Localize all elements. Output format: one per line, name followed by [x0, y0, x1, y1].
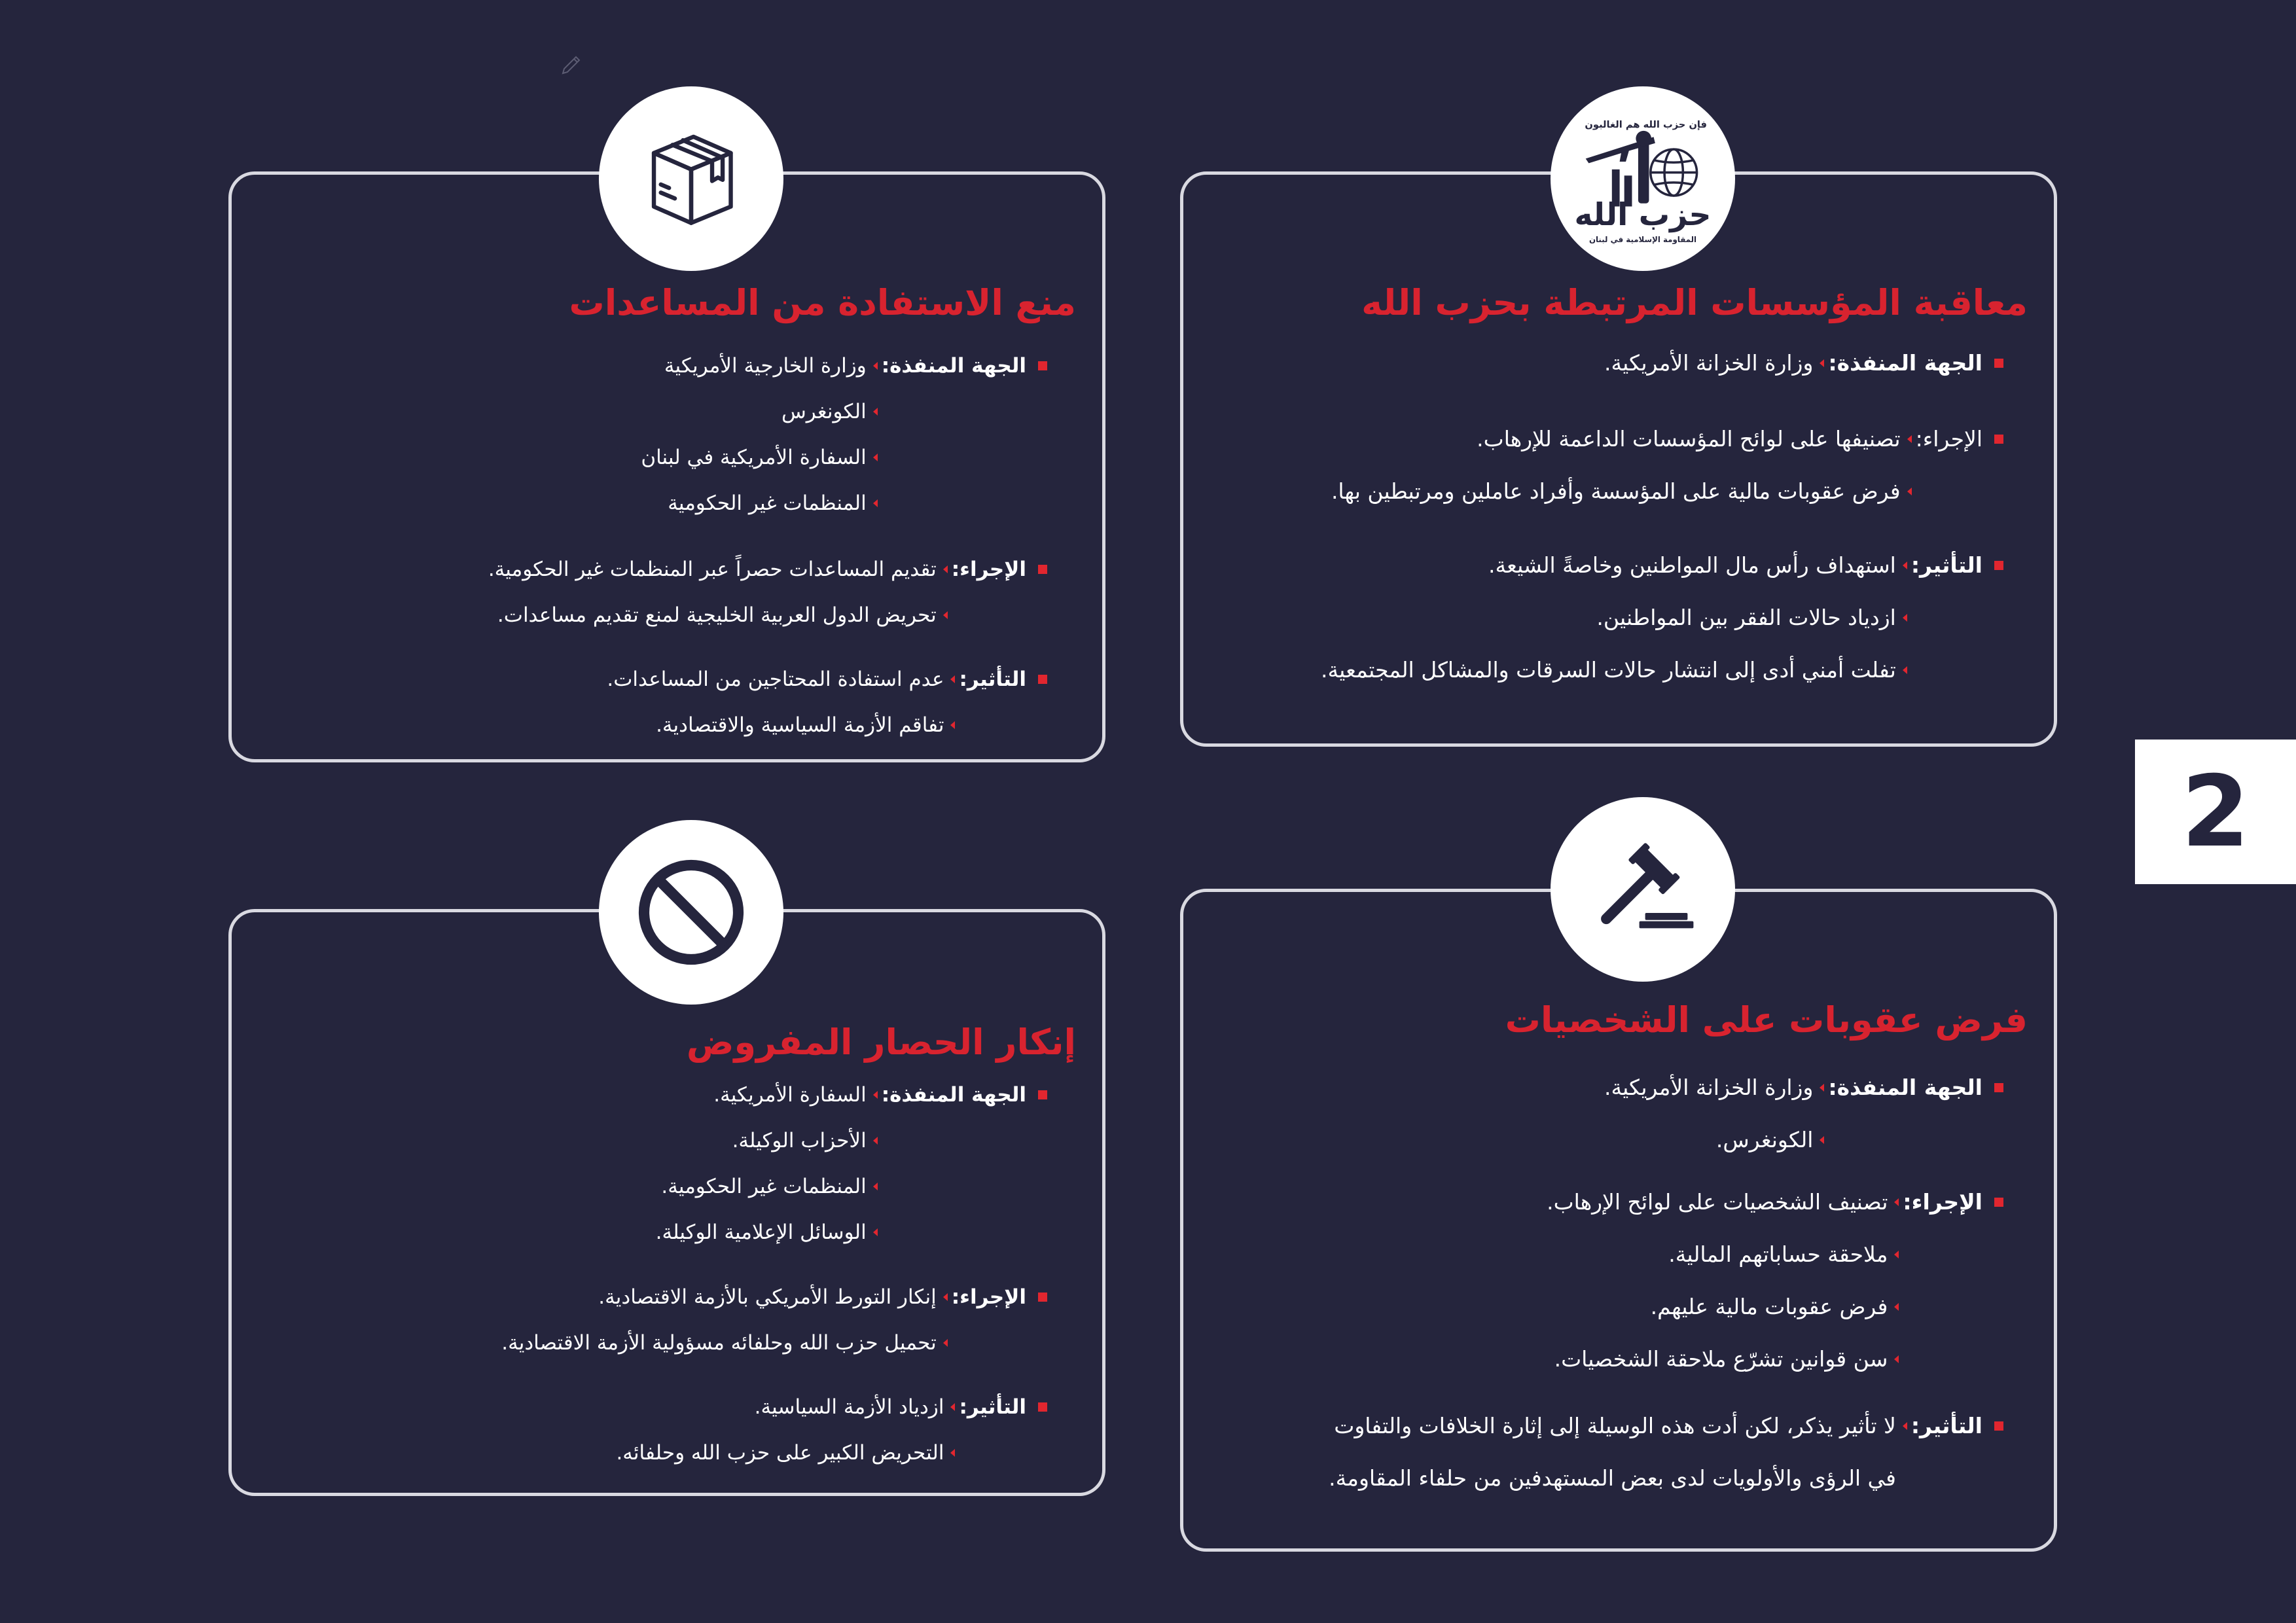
group-items: [1329, 1400, 1911, 1505]
item-text: تحريض الدول العربية الخليجية لمنع تقديم مساعدات.: [497, 603, 937, 627]
group-executor: [641, 343, 1047, 526]
arrow-bullet-icon: [1894, 1355, 1899, 1363]
group-items: [1604, 337, 1828, 389]
item-text: الكونغرس: [781, 400, 867, 423]
arrow-bullet-icon: [943, 1293, 948, 1301]
group-items: [1331, 413, 1916, 518]
arrow-bullet-icon: [873, 1137, 878, 1145]
square-bullet-icon: [1994, 561, 2003, 570]
arrow-bullet-icon: [950, 721, 955, 729]
card-title: منع الاستفادة من المساعدات: [569, 282, 1076, 323]
list-item: [607, 702, 959, 748]
item-text: الأحزاب الوكيلة.: [732, 1129, 867, 1152]
group-label: الجهة المنفذة:: [881, 1083, 1026, 1107]
logo-top-text: فإن حزب الله هم الغالبون: [1585, 119, 1708, 131]
list-item: [641, 480, 881, 526]
group-label: الجهة المنفذة:: [1828, 350, 1982, 376]
arrow-bullet-icon: [1894, 1303, 1899, 1311]
square-bullet-icon: [1038, 1402, 1047, 1412]
item-text: تحميل حزب الله وحلفائه مسؤولية الأزمة الاقتصادية.: [501, 1331, 937, 1355]
group-items: [488, 546, 952, 638]
item-text: وزارة الخارجية الأمريكية: [664, 354, 867, 378]
arrow-bullet-icon: [873, 408, 878, 416]
group-label: الجهة المنفذة:: [1828, 1075, 1982, 1100]
list-item: [656, 1072, 882, 1118]
item-text: المنظمات غير الحكومية.: [661, 1175, 867, 1198]
item-text: السفارة الأمريكية.: [713, 1083, 867, 1107]
group-items: [1321, 539, 1911, 696]
hezbollah-logo-icon: [1566, 101, 1720, 256]
group-items: [607, 656, 959, 748]
arrow-bullet-icon: [873, 454, 878, 461]
arrow-bullet-icon: [1907, 435, 1912, 443]
list-item-continuation: [1329, 1452, 1911, 1505]
arrow-bullet-icon: [1820, 1136, 1824, 1144]
arrow-bullet-icon: [950, 1403, 955, 1411]
list-item: [488, 546, 952, 592]
card-individual-sanctions: [1180, 889, 2057, 1552]
list-item: [1321, 592, 1911, 644]
list-item: [1547, 1333, 1903, 1385]
item-text: ازدياد الأزمة السياسية.: [754, 1395, 944, 1419]
item-text: ازدياد حالات الفقر بين المواطنين.: [1596, 605, 1896, 630]
group-label: الإجراء:: [951, 558, 1026, 581]
arrow-bullet-icon: [1907, 488, 1912, 495]
list-item: [616, 1384, 959, 1430]
item-text: تصنيف الشخصيات على لوائح الإرهاب.: [1547, 1189, 1888, 1215]
list-item: [616, 1430, 959, 1476]
item-text: سن قوانين تشرّع ملاحقة الشخصيات.: [1554, 1346, 1888, 1372]
group-impact: [607, 656, 1047, 748]
square-bullet-icon: [1038, 565, 1047, 574]
list-item: [641, 435, 881, 480]
item-text: إنكار التورط الأمريكي بالأزمة الاقتصادية.: [598, 1285, 937, 1309]
group-impact: [1329, 1400, 2003, 1505]
list-item: [1321, 644, 1911, 696]
page-number: 2: [2181, 755, 2250, 869]
list-item: [1547, 1228, 1903, 1281]
square-bullet-icon: [1038, 361, 1047, 370]
list-item: [641, 343, 881, 389]
prohibition-icon: [632, 853, 750, 971]
group-items: [1547, 1176, 1903, 1385]
arrow-bullet-icon: [943, 565, 948, 573]
arrow-bullet-icon: [873, 362, 878, 370]
item-text: السفارة الأمريكية في لبنان: [641, 446, 867, 469]
arrow-bullet-icon: [1903, 1422, 1907, 1430]
list-item: [1329, 1400, 1911, 1452]
group-items: [1604, 1061, 1828, 1166]
list-item: [656, 1118, 882, 1164]
arrow-bullet-icon: [1903, 666, 1907, 674]
box-icon-circle: [599, 86, 783, 271]
group-impact: [1321, 539, 2003, 696]
box-icon: [633, 120, 749, 237]
group-label: التأثير:: [959, 668, 1026, 691]
group-executor: [1604, 1061, 2003, 1166]
square-bullet-icon: [1994, 1198, 2003, 1207]
arrow-bullet-icon: [943, 611, 948, 619]
gavel-icon-circle: [1551, 797, 1735, 982]
list-item: [1331, 465, 1916, 518]
group-label: الإجراء:: [1915, 426, 1982, 452]
hezbollah-logo-circle: [1551, 86, 1735, 271]
group-impact: [616, 1384, 1047, 1476]
prohibition-icon-circle: [599, 820, 783, 1005]
list-item: [1604, 1114, 1828, 1166]
list-item: [1547, 1281, 1903, 1333]
arrow-bullet-icon: [873, 1183, 878, 1190]
arrow-bullet-icon: [1903, 614, 1907, 622]
item-text: في الرؤى والأولويات لدى بعض المستهدفين من حلفاء المقاومة.: [1329, 1465, 1896, 1491]
group-action: [1547, 1176, 2003, 1385]
list-item: [656, 1209, 882, 1255]
arrow-bullet-icon: [1820, 1084, 1824, 1092]
arrow-bullet-icon: [873, 499, 878, 507]
square-bullet-icon: [1038, 1293, 1047, 1302]
item-text: استهداف رأس مال المواطنين وخاصةً الشيعة.: [1488, 552, 1896, 578]
item-text: الوسائل الإعلامية الوكيلة.: [655, 1221, 867, 1244]
item-text: فرض عقوبات مالية عليهم.: [1650, 1294, 1888, 1319]
card-title: إنكار الحصار المفروض: [686, 1022, 1076, 1063]
group-action: [501, 1274, 1047, 1366]
item-text: لا تأثير يذكر، لكن أدت هذه الوسيلة إلى إثارة الخلافات والتفاوت: [1334, 1413, 1896, 1438]
group-label: التأثير:: [1910, 552, 1982, 578]
list-item: [1321, 539, 1911, 592]
list-item: [656, 1164, 882, 1209]
group-executor: [656, 1072, 1047, 1255]
group-items: [641, 343, 881, 526]
list-item: [488, 592, 952, 638]
arrow-bullet-icon: [950, 675, 955, 683]
list-item: [1604, 337, 1828, 389]
list-item: [501, 1274, 952, 1320]
arrow-bullet-icon: [873, 1091, 878, 1099]
group-items: [656, 1072, 882, 1255]
arrow-bullet-icon: [1820, 359, 1824, 367]
square-bullet-icon: [1038, 675, 1047, 684]
arrow-bullet-icon: [943, 1339, 948, 1347]
pencil-icon: [558, 52, 584, 79]
group-executor: [1604, 337, 2003, 389]
item-text: تصنيفها على لوائح المؤسسات الداعمة للإرهاب.: [1477, 426, 1901, 452]
item-text: الكونغرس.: [1715, 1127, 1814, 1152]
item-text: عدم استفادة المحتاجين من المساعدات.: [607, 668, 944, 691]
item-text: التحريض الكبير على حزب الله وحلفائه.: [616, 1441, 944, 1465]
arrow-bullet-icon: [1894, 1251, 1899, 1258]
arrow-bullet-icon: [1903, 562, 1907, 569]
item-text: فرض عقوبات مالية على المؤسسة وأفراد عاملين ومرتبطين بها.: [1331, 478, 1901, 504]
group-label: الإجراء:: [1903, 1189, 1982, 1215]
group-label: التأثير:: [959, 1395, 1026, 1419]
square-bullet-icon: [1994, 435, 2003, 444]
arrow-bullet-icon: [1894, 1198, 1899, 1206]
square-bullet-icon: [1994, 1083, 2003, 1092]
logo-main-text: حزب الله: [1574, 196, 1712, 233]
arrow-bullet-icon: [950, 1449, 955, 1457]
list-item: [607, 656, 959, 702]
square-bullet-icon: [1038, 1090, 1047, 1099]
item-text: تفلت أمني أدى إلى انتشار حالات السرقات والمشاكل المجتمعية.: [1321, 657, 1896, 683]
logo-bottom-text: المقاومة الإسلامية في لبنان: [1588, 234, 1697, 244]
list-item: [1547, 1176, 1903, 1228]
item-text: المنظمات غير الحكومية: [668, 491, 867, 515]
list-item: [1331, 413, 1916, 465]
group-label: الجهة المنفذة:: [881, 354, 1026, 378]
gavel-icon: [1584, 830, 1702, 948]
page-number-tab: [2135, 740, 2296, 884]
item-text: وزارة الخزانة الأمريكية.: [1604, 1075, 1814, 1100]
item-text: تقديم المساعدات حصراً عبر المنظمات غير الحكومية.: [488, 558, 937, 581]
item-text: وزارة الخزانة الأمريكية.: [1604, 350, 1814, 376]
card-title: فرض عقوبات على الشخصيات: [1505, 999, 2028, 1041]
group-items: [616, 1384, 959, 1476]
list-item: [1604, 1061, 1828, 1114]
arrow-bullet-icon: [873, 1228, 878, 1236]
group-label: الإجراء:: [951, 1285, 1026, 1309]
list-item: [501, 1320, 952, 1366]
item-text: ملاحقة حساباتهم المالية.: [1668, 1241, 1888, 1267]
group-items: [501, 1274, 952, 1366]
group-label: التأثير:: [1910, 1413, 1982, 1438]
group-action: [1331, 413, 2003, 518]
square-bullet-icon: [1994, 1421, 2003, 1431]
group-action: [488, 546, 1047, 638]
item-text: تفاقم الأزمة السياسية والاقتصادية.: [656, 713, 944, 737]
list-item: [641, 389, 881, 435]
square-bullet-icon: [1994, 359, 2003, 368]
card-title: معاقبة المؤسسات المرتبطة بحزب الله: [1361, 282, 2028, 323]
